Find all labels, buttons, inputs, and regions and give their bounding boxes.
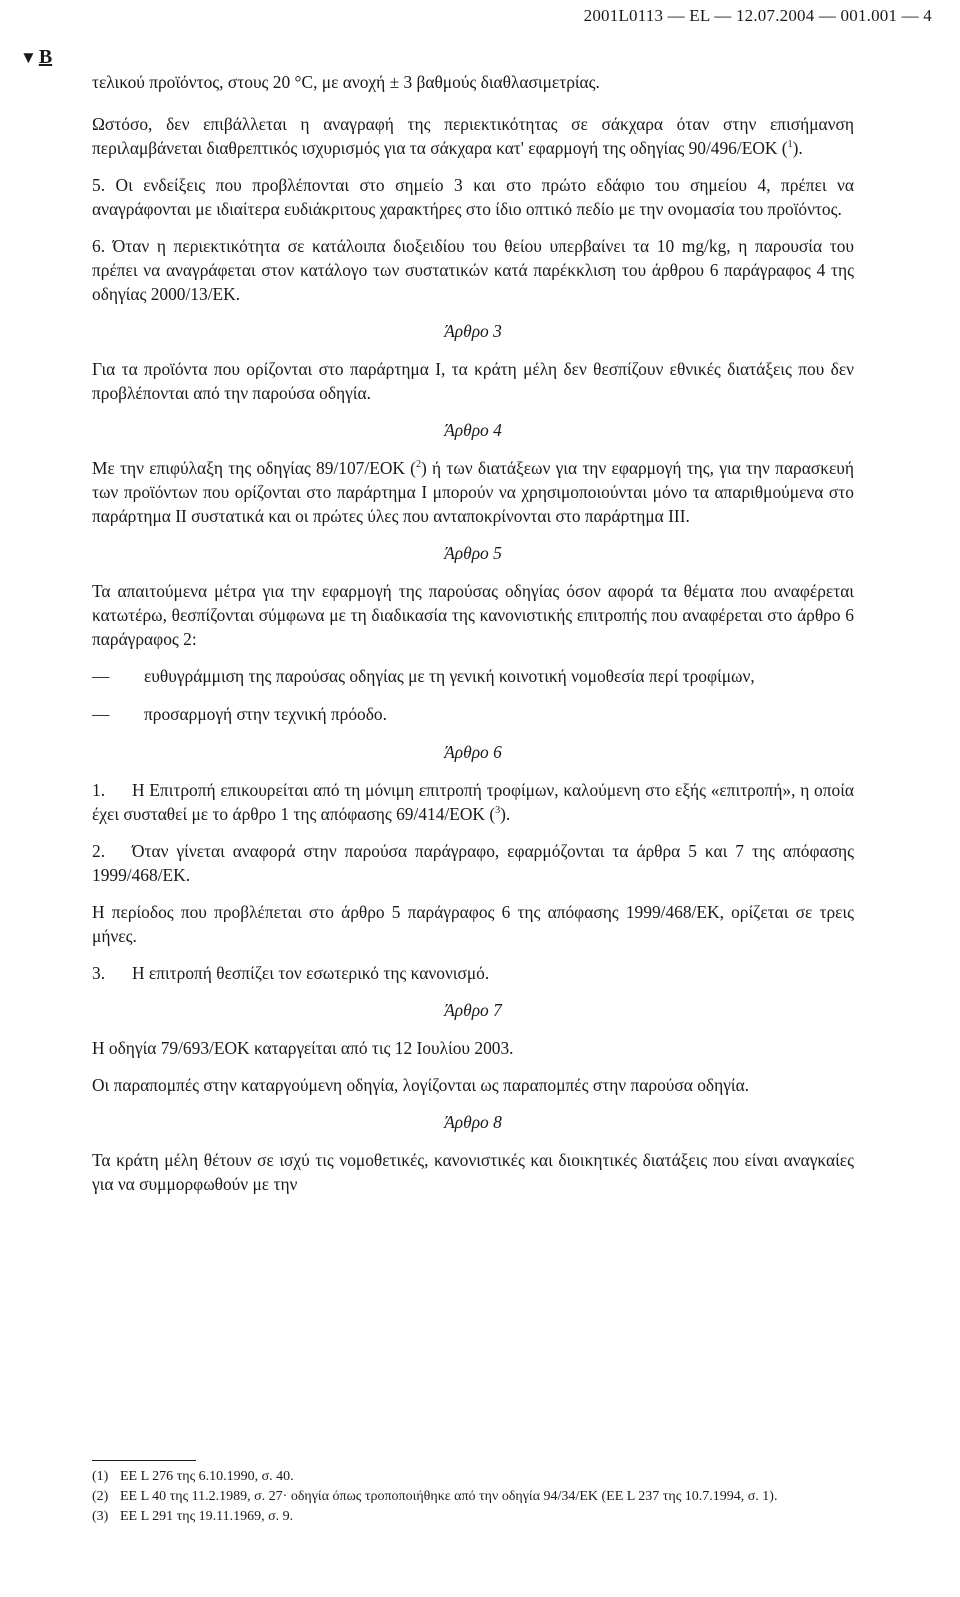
article-7-paragraph-2: Οι παραπομπές στην καταργούμενη οδηγία, λογίζονται ως παραπομπές στην παρούσα οδηγία. (92, 1075, 750, 1095)
article-4-text: Με την επιφύλαξη της οδηγίας 89/107/ΕΟΚ ($^2$) ή των διατάξεων για την εφαρμογή της, για την παρασκευή των προϊόντων που ορίζονται στο παράρτημα I μπορούν να χρησιμοποιούνται μόνο τα απαριθμούμενα στο παράρτημα II συστατικά και οι πρώτες ύλες που ανταποκρίνονται στο παράρτημα III. (92, 458, 854, 526)
list-item (92, 664, 854, 688)
document-body (92, 70, 854, 1209)
marker-letter: B (38, 46, 53, 68)
footnotes (92, 1468, 854, 1528)
list-item-text: προσαρμογή στην τεχνική πρόοδο. (144, 704, 387, 724)
article-3-title: Άρθρο 3 (444, 321, 502, 341)
article-8-text: Τα κράτη μέλη θέτουν σε ισχύ τις νομοθετικές, κανονιστικές και διοικητικές διατάξεις που είναι αναγκαίες για να συμμορφωθούν με την (92, 1150, 854, 1194)
footnote-mark: (2) (92, 1489, 109, 1504)
paragraph-point-6: 6. Όταν η περιεκτικότητα σε κατάλοιπα διοξειδίου του θείου υπερβαίνει τα 10 mg/kg, η παρουσία του πρέπει να αναγράφεται στον κατάλογο των συστατικών κατά παρέκκλιση του άρθρου 6 παράγραφος 4 της οδηγίας 2000/13/ΕΚ. (92, 236, 854, 304)
footnote (92, 1468, 854, 1486)
footnote-text: ΕΕ L 40 της 11.2.1989, σ. 27· οδηγία όπως τροποποιήθηκε από την οδηγία 94/34/ΕΚ (ΕΕ L 237 της 10.7.1994, σ. 1). (120, 1489, 778, 1504)
footnote-ref-3[interactable]: 3 (495, 805, 501, 817)
article-7-title: Άρθρο 7 (444, 1000, 502, 1020)
article-6-paragraph-1: 1. Η Επιτροπή επικουρείται από τη μόνιμη επιτροπή τροφίμων, καλούμενη στο εξής «επιτροπή», η οποία έχει συσταθεί με το άρθρο 1 της απόφασης 69/414/ΕΟΚ ($^3$). (92, 780, 854, 824)
article-8-title: Άρθρο 8 (444, 1112, 502, 1132)
article-5-title: Άρθρο 5 (444, 543, 502, 563)
paragraph-continuation: τελικού προϊόντος, στους 20 °C, με ανοχή ± 3 βαθμούς διαθλασιμετρίας. (92, 72, 600, 92)
list-item (92, 702, 854, 726)
paragraph-point-5: 5. Οι ενδείξεις που προβλέπονται στο σημείο 3 και στο πρώτο εδάφιο του σημείου 4, πρέπει να αναγράφονται με ιδιαίτερα ευδιάκριτους χαρακτήρες στο ίδιο οπτικό πεδίο με την ονομασία του προϊόντος. (92, 175, 854, 219)
article-7-paragraph-1: Η οδηγία 79/693/ΕΟΚ καταργείται από τις 12 Ιουλίου 2003. (92, 1038, 514, 1058)
article-6-paragraph-2b: Η περίοδος που προβλέπεται στο άρθρο 5 παράγραφος 6 της απόφασης 1999/468/ΕΚ, ορίζεται σε τρεις μήνες. (92, 902, 854, 946)
footnote-mark: (3) (92, 1509, 109, 1524)
document-reference-header: 2001L0113 — EL — 12.07.2004 — 001.001 — 4 (583, 6, 932, 25)
article-6-paragraph-3: 3. Η επιτροπή θεσπίζει τον εσωτερικό της κανονισμό. (92, 963, 490, 983)
footnote-text: ΕΕ L 276 της 6.10.1990, σ. 40. (120, 1469, 294, 1484)
triangle-down-icon: ▼ (20, 48, 37, 67)
article-6-paragraph-2: 2. Όταν γίνεται αναφορά στην παρούσα παράγραφο, εφαρμόζονται τα άρθρα 5 και 7 της απόφασης 1999/468/ΕΚ. (92, 841, 854, 885)
footnote-ref-1[interactable]: 1 (787, 139, 793, 151)
footnote-mark: (1) (92, 1469, 109, 1484)
paragraph-sugar-claim: Ωστόσο, δεν επιβάλλεται η αναγραφή της περιεκτικότητας σε σάκχαρα όταν στην επισήμανση περιλαμβάνεται διαθρεπτικός ισχυρισμός για τα σάκχαρα κατ' εφαρμογή της οδηγίας 90/496/ΕΟΚ ($^1$). (92, 114, 854, 158)
footnote-divider (92, 1460, 196, 1461)
article-3-text: Για τα προϊόντα που ορίζονται στο παράρτημα I, τα κράτη μέλη δεν θεσπίζουν εθνικές διατάξεις που δεν προβλέπονται από την παρούσα οδηγία. (92, 359, 854, 403)
footnote-ref-2[interactable]: 2 (415, 459, 421, 471)
amendment-marker (20, 46, 52, 69)
dash-bullet: — (92, 704, 110, 724)
footnote (92, 1508, 854, 1526)
dash-bullet: — (92, 666, 110, 686)
article-5-text: Τα απαιτούμενα μέτρα για την εφαρμογή της παρούσας οδηγίας όσον αφορά τα θέματα που αναφέρεται κατωτέρω, θεσπίζονται σύμφωνα με τη διαδικασία της κανονιστικής επιτροπής που αναφέρεται στο άρθρο 6 παράγραφος 2: (92, 581, 854, 649)
list-item-text: ευθυγράμμιση της παρούσας οδηγίας με τη γενική κοινοτική νομοθεσία περί τροφίμων, (144, 666, 755, 686)
article-6-title: Άρθρο 6 (444, 742, 502, 762)
footnote-text: ΕΕ L 291 της 19.11.1969, σ. 9. (120, 1509, 294, 1524)
article-4-title: Άρθρο 4 (444, 420, 502, 440)
footnote (92, 1488, 854, 1506)
